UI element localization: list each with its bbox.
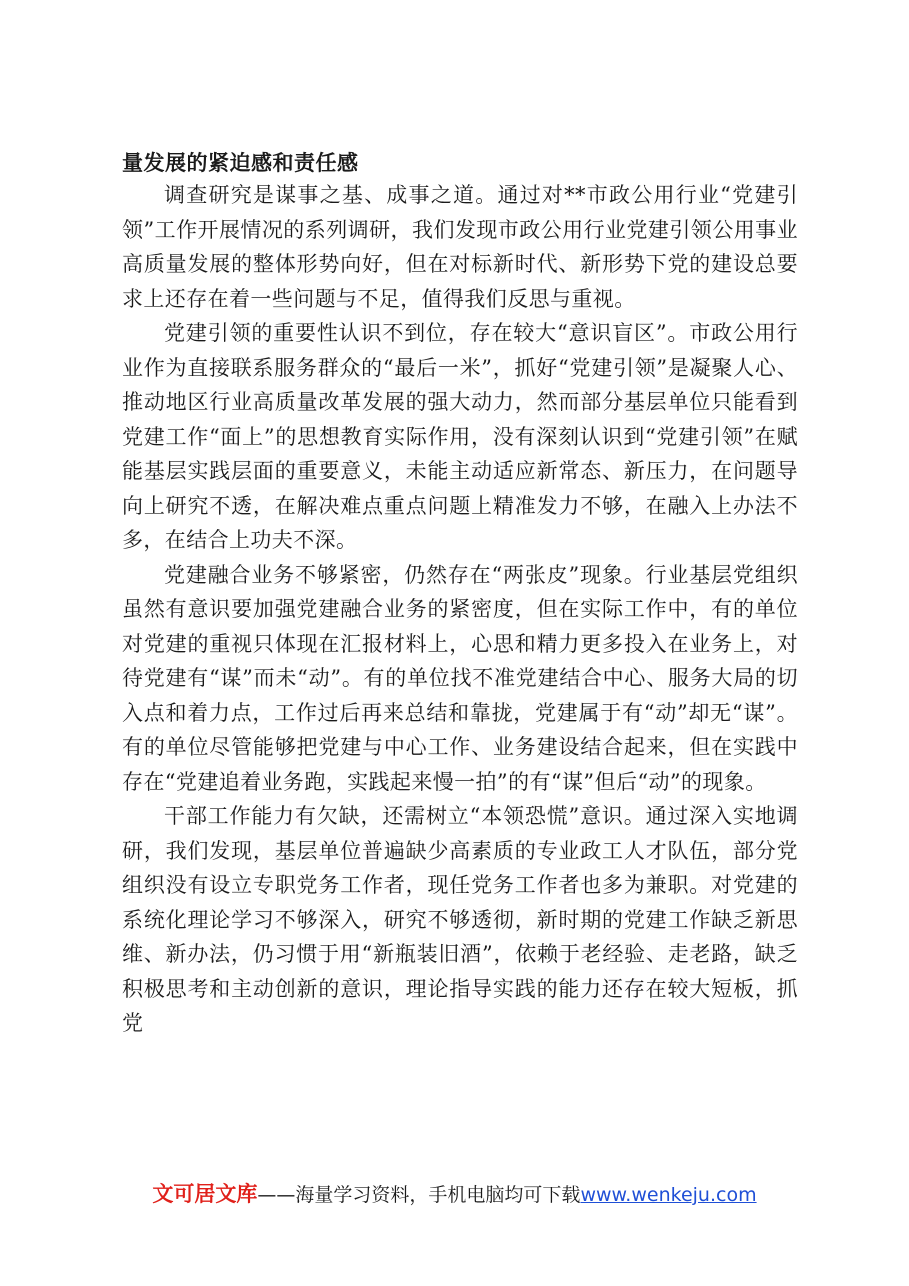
footer-banner [0,1180,909,1209]
section-heading: 量发展的紧迫感和责任感 [122,151,359,175]
footer-brand: 文可居文库 [152,1182,258,1206]
paragraph-capability: 干部工作能力有欠缺，还需树立“本领恐慌”意识。通过深入实地调研，我们发现，基层单位普遍缺少高素质的专业政工人才队伍，部分党组织没有设立专职党务工作者，现任党务工作者也多为兼职。对党建的系统化理论学习不够深入，研究不够透彻，新时期的党建工作缺乏新思维、新办法，仍习惯于用“新瓶装旧酒”，依赖于老经验、走老路，缺乏积极思考和主动创新的意识，理论指导实践的能力还存在较大短板，抓党 [122,804,798,1035]
paragraph-intro: 调查研究是谋事之基、成事之道。通过对**市政公用行业“党建引领”工作开展情况的系列调研，我们发现市政公用行业党建引领公用事业高质量发展的整体形势向好，但在对标新时代、新形势下党的建设总要求上还存在着一些问题与不足，值得我们反思与重视。 [122,183,798,311]
footer-tagline: ——海量学习资料，手机电脑均可下载 [257,1184,581,1206]
document-body [122,148,798,1041]
paragraph-awareness: 党建引领的重要性认识不到位，存在较大“意识盲区”。市政公用行业作为直接联系服务群众的“最后一米”，抓好“党建引领”是凝聚人心、推动地区行业高质量改革发展的强大动力，然而部分基层单位只能看到党建工作“面上”的思想教育实际作用，没有深刻认识到“党建引领”在赋能基层实践层面的重要意义，未能主动适应新常态、新压力，在问题导向上研究不透，在解决难点重点问题上精准发力不够，在融入上办法不多，在结合上功夫不深。 [122,321,798,552]
paragraph-integration: 党建融合业务不够紧密，仍然存在“两张皮”现象。行业基层党组织虽然有意识要加强党建融合业务的紧密度，但在实际工作中，有的单位对党建的重视只体现在汇报材料上，心思和精力更多投入在业务上，对待党建有“谋”而未“动”。有的单位找不准党建结合中心、服务大局的切入点和着力点，工作过后再来总结和靠拢，党建属于有“动”却无“谋”。有的单位尽管能够把党建与中心工作、业务建设结合起来，但在实践中存在“党建追着业务跑，实践起来慢一拍”的有“谋”但后“动”的现象。 [122,562,798,794]
footer-link[interactable]: www.wenkeju.com [580,1184,757,1206]
